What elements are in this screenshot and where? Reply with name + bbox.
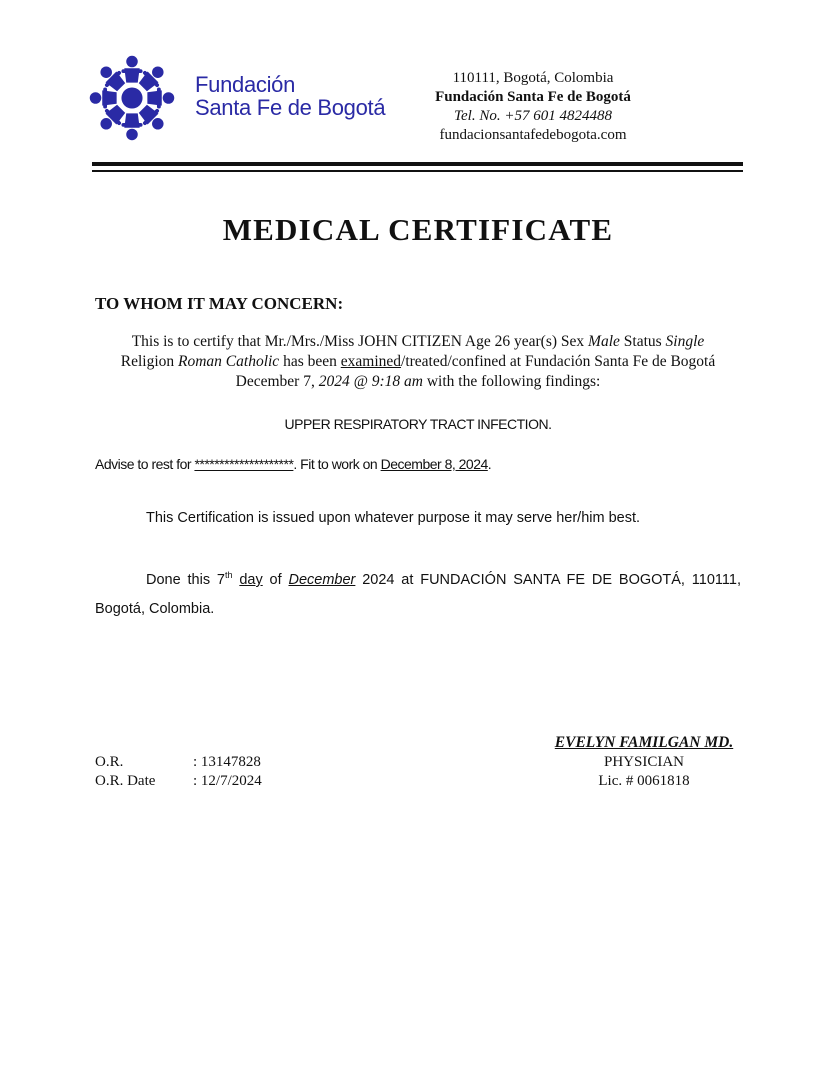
issued-statement: This Certification is issued upon whatever purpose it may serve her/him best. [146, 510, 641, 526]
physician-license: Lic. # 0061818 [598, 773, 690, 789]
org-name-line2: Santa Fe de Bogotá [195, 95, 386, 120]
certify-line-3 [95, 371, 741, 392]
day-ordinal: th [224, 570, 233, 581]
physician-title: PHYSICIAN [603, 754, 684, 770]
header-divider-thin [92, 170, 743, 172]
exam-datetime: 2024 @ 9:18 am [318, 373, 423, 390]
header-divider-thick [92, 162, 743, 166]
day-word: day [239, 572, 263, 588]
certify-line-1 [95, 331, 741, 352]
people-circle-logo-icon [84, 50, 180, 146]
done-text: of [262, 572, 289, 588]
done-text: 2024 at FUNDACIÓN SANTA FE DE BOGOTÁ, 110111, Bogotá, Colombia. [95, 572, 741, 617]
or-date: : 12/7/2024 [193, 773, 262, 789]
diagnosis-finding: UPPER RESPIRATORY TRACT INFECTION. [284, 416, 552, 432]
or-label: O.R. [95, 754, 124, 770]
advise-text: . [487, 456, 492, 472]
or-number: : 13147828 [193, 754, 261, 770]
or-date-label: O.R. Date [95, 773, 156, 789]
org-website: fundacionsantafedebogota.com [439, 127, 627, 143]
physician-name: EVELYN FAMILGAN MD. [554, 734, 734, 751]
certify-line-2 [95, 351, 741, 372]
certify-text: has been [279, 353, 341, 370]
certify-text: Status [619, 333, 666, 350]
examined-text: examined [340, 353, 402, 370]
org-telephone: Tel. No. +57 601 4824488 [454, 108, 612, 124]
org-name-bold: Fundación Santa Fe de Bogotá [435, 89, 631, 105]
org-name-line1: Fundación [195, 72, 296, 97]
certify-text: /treated/confined at Fundación Santa Fe de Bogotá [401, 353, 716, 370]
patient-status: Single [665, 333, 705, 350]
advise-text: Advise to rest for [95, 456, 195, 472]
done-month: December [288, 572, 356, 588]
certify-text: This is to certify that Mr./Mrs./Miss JOHN CITIZEN Age 26 year(s) Sex [131, 333, 589, 350]
certify-text: December 7, [235, 373, 319, 390]
done-statement [95, 566, 741, 624]
patient-religion: Roman Catholic [178, 353, 280, 370]
done-text: Done this 7 [146, 572, 225, 588]
patient-sex: Male [588, 333, 620, 350]
salutation: TO WHOM IT MAY CONCERN: [95, 294, 344, 313]
org-address: 110111, Bogotá, Colombia [452, 70, 614, 86]
certify-text: Religion [120, 353, 179, 370]
advise-line [95, 456, 491, 472]
rest-period: ******************** [194, 456, 294, 472]
document-title: MEDICAL CERTIFICATE [222, 212, 614, 247]
certify-text: with the following findings: [422, 373, 601, 390]
fit-to-work-date: December 8, 2024 [380, 456, 488, 472]
advise-text: . Fit to work on [293, 456, 381, 472]
